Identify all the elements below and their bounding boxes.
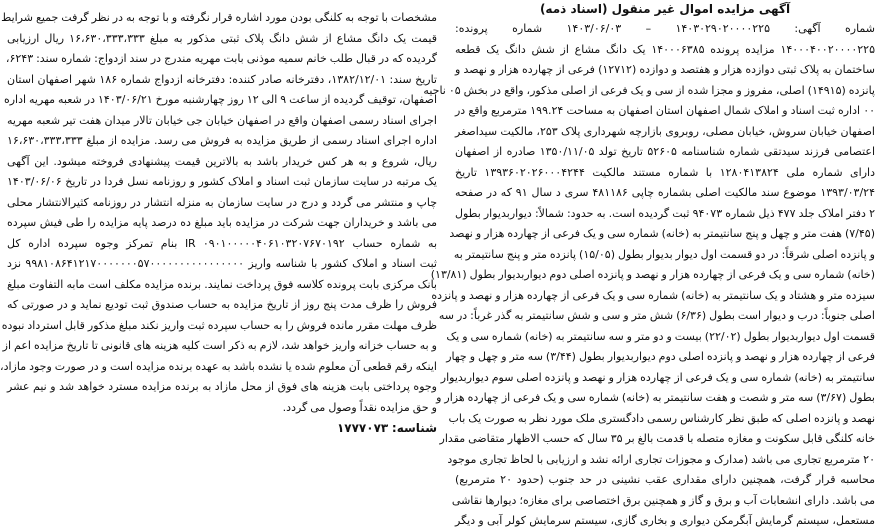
notice-text-line: شماره آگهی: ۱۴۰۳۰۲۹۰۲۰۰۰۰۲۲۵ – ۱۴۰۳/۰۶/۰۳ شماره پرونده:	[455, 22, 875, 35]
notice-text-line: پانزده (۱۴۹۱۵) اصلی، مفروز و مجزا شده از سی و یک فرعی از اصلی مذکور، واقع در بخش ۰۵ ناحیه	[423, 83, 875, 97]
notice-text-line: ساختمان به پلاک ثبتی دوازده هزار و هفتصد و دوازده (۱۲۷۱۲) فرعی از چهارده هزار و نهصد و	[455, 63, 876, 76]
notice-text-line: قیمت یک دانگ مشاع از شش دانگ پلاک ثبتی مذکور به مبلغ ۱۶،۶۳۰،۳۳۳،۳۳۳ ریال ارزیابی	[7, 31, 437, 45]
notice-text-line: خانه کلنگی قابل سکونت و مغازه متصله با قدمت بالغ بر ۳۵ سال که حسب الاظهار متقاضی مقدار	[439, 432, 875, 445]
notice-text-line: سیزده متر و هشتاد و یک سانتیمتر به (خانه) شماره سی و یک فرعی از چهارده هزار و نهصد و پانزده	[431, 288, 875, 302]
notice-text-line: می باشد و خریداران جهت شرکت در مزایده باید مبلغ ده درصد پایه مزایده را طی فیش سپرده	[7, 216, 437, 229]
notice-id: شناسه: ۱۷۷۷۰۷۳	[336, 421, 437, 435]
notice-text-line: ریال، شروع و به هر کس خریدار باشد به بالاترین قیمت پیشنهادی فروخته میشود. این آگهی	[7, 154, 437, 168]
notice-text-line: دارای شماره ملی ۱۲۸۰۴۱۳۸۲۴ با شماره مستند مالکیت ۱۳۹۳۶۰۲۰۲۶۰۰۰۴۲۴۴ تاریخ	[455, 165, 875, 179]
notice-text-line: فرعی از چهارده هزار و نهصد و پانزده اصلی دوم دیواربدیوار بطول (۳/۴۴) سه متر و چهل و چهار	[446, 350, 875, 363]
notice-text-line: (خانه) شماره سی و یک فرعی از چهارده هزار و نهصد و پانزده اصلی دوم دیواربدیوار بطول (۱۳/۸۱)	[430, 268, 875, 281]
notice-text-line: و به حساب خزانه واریز خواهد شد، لازم به ذکر است کلیه هزینه های قانونی تا تاریخ مزایده اعم از	[2, 339, 437, 352]
notice-body-right	[423, 19, 876, 532]
notice-text-line: اصلی جنوباً: درب و دیوار است بطول (۶/۳۶) شش متر و سی و شش سانتیمتر به گذر غرباً: در سه	[438, 309, 875, 322]
notice-text-line: اینکه رقم قطعی آن معلوم شده یا نشده باشد به عهده برنده مزایده است و در صورت وجود مازاد،	[0, 359, 437, 373]
notice-text-line: بانک مرکزی بابت پرونده کلاسه فوق پرداخت نمایند. برنده مزایده مکلف است مابه التفاوت مبلغ	[7, 277, 437, 291]
notice-text-line: ثبت اسناد و املاک کشور با شناسه واریز ۹۹۸۱۰۸۶۴۱۲۱۷۰۰۰۰۰۰۰۵۷۰۰۰۰۰۰۰۰۰۰۰۰۰۰۰۰ نزد	[7, 257, 437, 270]
notice-text-line: ۱۳۹۳/۰۳/۲۴ موضوع سند مالکیت اصلی بشماره چاپی ۴۸۱۱۸۶ سری د سال ۹۱ که در صفحه	[455, 186, 875, 199]
notice-text-line: می باشد. دارای انشعابات آب و برق و گاز و همچنین برق اختصاصی برای مغازه؛ دیوارها نقاشی	[451, 493, 875, 507]
notice-text-line: یک مرتبه در سایت سازمان ثبت اسناد و املاک کشور و روزنامه نسل فردا در تاریخ ۱۴۰۳/۰۶/۰۶	[7, 175, 437, 188]
notice-body-left	[0, 8, 438, 439]
notice-text-line: فروش را ظرف مدت پنج روز از تاریخ مزایده به حساب صندوق ثبت تودیع نماید و در صورتی که	[7, 298, 437, 311]
notice-text-line: ظرف مهلت مقرر مانده فروش را به حساب سپرده ثبت واریز نکند مبلغ مذکور قابل استرداد نبوده	[1, 318, 437, 332]
notice-text-line: اداره اجرای اسناد رسمی از طریق مزایده به فروش می رسد. مزایده از مبلغ ۱۶،۶۳۰،۳۳۳،۳۳۳	[7, 134, 437, 147]
notice-text-line: قسمت اول دیواربدیوار بطول (۲۲/۰۲) بیست و دو متر و سه سانتیمتر به (خانه) شماره سی و یک	[446, 329, 875, 343]
notice-column-left	[0, 8, 438, 501]
notice-text-line: چاپ و منتشر می گردد و درج در سایت سازمان به منزله انتشار در روزنامه کثیرالانتشار محلی	[7, 195, 437, 209]
notice-text-line: بطول (۳/۶۷) سه متر و شصت و هفت سانتیمتر به (خانه) شماره سی و یک فرعی از چهارده هزار و	[436, 391, 875, 404]
notice-text-line: ۲ دفتر املاک جلد ۴۷۷ ذیل شماره ۹۴۰۷۳ ثبت گردیده است. به حدود: شمالاً: دیواربدیوار بطول	[455, 206, 875, 220]
notice-text-line: اجرای اسناد رسمی اصفهان واقع در اصفهان خیابان جی خیابان تالار میدان هفت تیر شعبه مهریه	[7, 113, 437, 127]
notice-text-line: نهصد و پانزده اصلی که طبق نظر کارشناس رسمی دادگستری ملک مورد نظر به صورت یک باب	[448, 411, 875, 425]
notice-text-line: و حق مزایده نقداً وصول می گردد.	[282, 400, 437, 414]
notice-text-line: ۲۰ مترمربع تجاری می باشد (مدارک و مجوزات تجاری ارائه نشد و ارزیابی با لحاظ تجاری موجود	[447, 452, 875, 466]
notice-text-line: سانتیمتر به (خانه) شماره سی و یک فرعی از چهارده هزار و نهصد و پانزده اصلی سوم دیواربدیوار	[440, 370, 875, 384]
notice-text-line: ۱۴۰۰۰۴۰۰۲۰۰۰۰۲۲۵ مزایده پرونده ۱۴۰۰۰۶۳۸۵ یک دانگ مشاع از شش دانگ یک قطعه	[455, 42, 875, 56]
notice-text-line: مشخصات با توجه به کلنگی بودن مورد اشاره قرار نگرفته و با توجه به در نظر گرفت جمیع شرایط	[1, 11, 437, 24]
notice-text-line: اصفهان خیابان سروش، خیابان مصلی، روبروی بازارچه شهرداری پلاک ۲۵۳، مالکیت سیداصغر	[455, 124, 875, 138]
notice-text-line: و پانزده اصلی شرقاً: در دو قسمت اول دیوار بدیوار بطول (۱۵/۰۵) پانزده متر و پنج سانتیمتر به	[453, 247, 875, 261]
notice-text-line: ۰۰ اداره ثبت اسناد و املاک شمال اصفهان استان اصفهان به مساحت ۱۹۹.۲۴ مترمربع واقع در	[455, 104, 876, 117]
notice-text-line: به شماره حساب IR ۰۹۰۱۰۰۰۰۰۴۰۶۱۰۳۲۰۷۶۷۰۱۹۲ بنام تمرکز وجوه سپرده اداره کل	[7, 236, 438, 250]
notice-text-line: وجوه پرداختی بابت هزینه های فوق از محل مازاد به برنده مزایده مسترد خواهد شد و نیم عشر	[7, 380, 437, 393]
notice-text-line: (۷/۴۵) هفت متر و چهل و پنج سانتیمتر به (خانه) شماره سی و یک فرعی از چهارده هزار و نهصد	[449, 227, 875, 240]
notice-title: آگهی مزایده اموال غیر منقول (اسناد ذمه)	[539, 2, 791, 16]
notice-text-line: اصفهان، توقیف گردیده از ساعت ۹ الی ۱۲ روز چهارشنبه مورخ ۱۴۰۳/۰۶/۲۱ در شعبه مهریه اداره	[3, 93, 437, 106]
notice-text-line: محاسبه قرار گرفت، همچنین دارای مقداری عقب نشینی در حد جنوب (حدود ۲۰ مترمربع)	[455, 473, 876, 486]
notice-text-line: اعتصامی فرزند سیدتقی شماره شناسنامه ۵۲۶۰۵ تاریخ تولد ۱۳۵۰/۱۱/۰۵ صادره از اصفهان	[455, 145, 876, 158]
notice-column-right	[423, 0, 876, 527]
notice-text-line: گردیده که در قبال طلب خانم سمیه موذنی بابت مهریه مندرج در سند ازدواج: شماره سند: ۶۲۴۳،	[5, 52, 437, 65]
notice-text-line: مستعمل، سیستم گرمایش آبگرمکن دیواری و بخاری گازی، سیستم سرمایش کولر آبی و دیگر	[455, 514, 875, 527]
notice-text-line: تاریخ سند: ۱۳۸۲/۱۲/۰۱، دفترخانه صادر کننده: دفترخانه ازدواج شماره ۱۸۶ شهر اصفهان استان	[7, 72, 437, 86]
